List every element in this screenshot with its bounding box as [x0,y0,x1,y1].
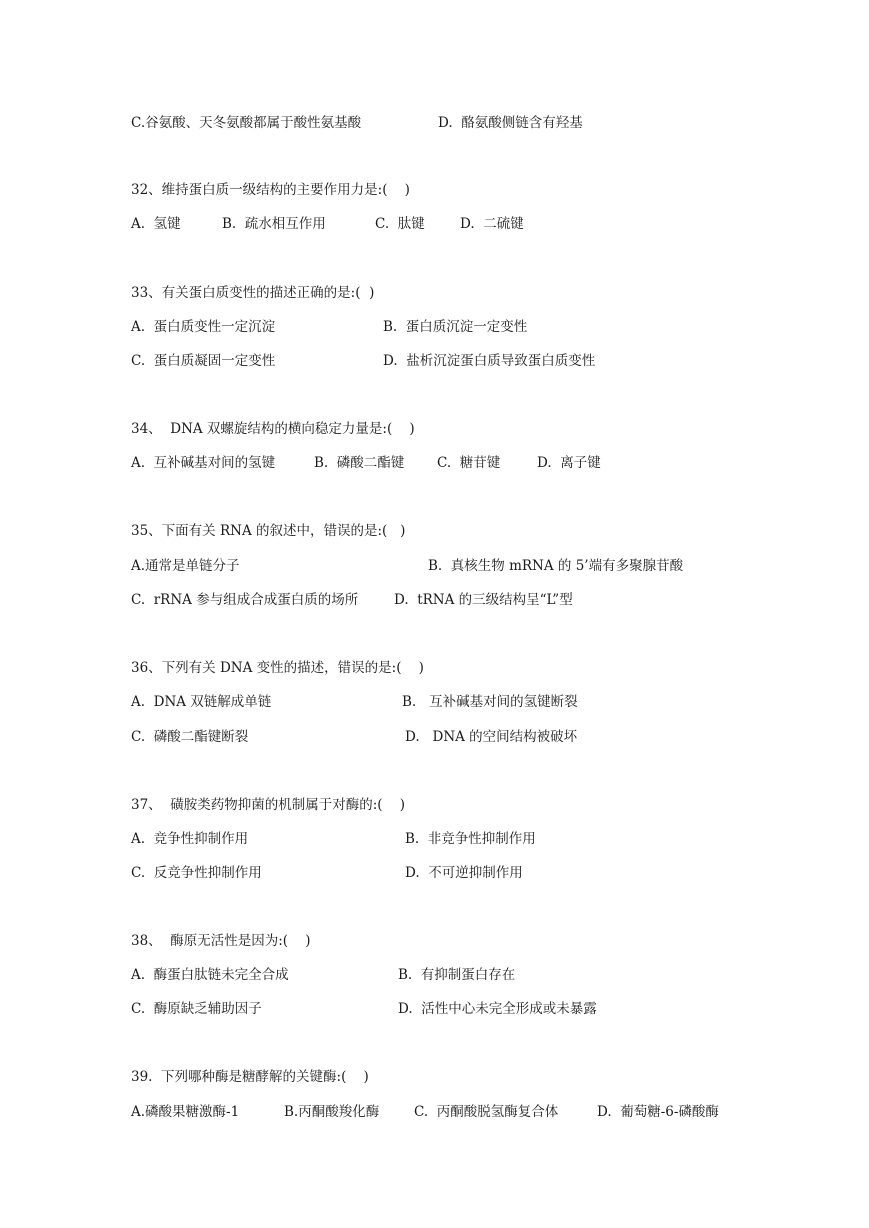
question-38-stem: 38、 酶原无活性是因为:( ) [131,933,311,949]
q32-option-b: B. 疏水相互作用 [222,216,326,232]
question-33-stem: 33、有关蛋白质变性的描述正确的是:( ) [131,285,375,301]
q36-option-d: D. DNA 的空间结构被破坏 [405,729,578,745]
q35-option-d: D. tRNA 的三级结构呈“L”型 [394,592,573,608]
q39-option-c: C. 丙酮酸脱氢酶复合体 [414,1104,559,1120]
question-36-stem: 36、下列有关 DNA 变性的描述，错误的是:( ) [131,660,424,676]
question-34-stem: 34、 DNA 双螺旋结构的横向稳定力量是:( ) [131,421,415,437]
q33-option-c: C. 蛋白质凝固一定变性 [131,353,276,369]
q37-option-c: C. 反竞争性抑制作用 [131,865,262,881]
q33-option-a: A. 蛋白质变性一定沉淀 [131,319,276,335]
question-39-stem: 39. 下列哪种酶是糖酵解的关键酶:( ) [131,1069,369,1085]
q37-option-b: B. 非竞争性抑制作用 [405,831,536,847]
q34-option-c: C. 糖苷键 [437,455,501,471]
q38-option-a: A. 酶蛋白肽链未完全合成 [131,967,289,983]
q38-option-c: C. 酶原缺乏辅助因子 [131,1001,262,1017]
q33-option-b: B. 蛋白质沉淀一定变性 [383,319,528,335]
question-35-stem: 35、下面有关 RNA 的叙述中，错误的是:( ) [131,523,406,539]
option-d-prev: D. 酪氨酸侧链含有羟基 [438,115,583,131]
q39-option-a: A.磷酸果糖激酶-1 [131,1104,240,1120]
q32-option-a: A. 氢键 [131,216,181,232]
q37-option-d: D. 不可逆抑制作用 [405,865,523,881]
q39-option-b: B.丙酮酸羧化酶 [284,1104,380,1120]
q37-option-a: A. 竞争性抑制作用 [131,831,249,847]
q35-option-b: B. 真核生物 mRNA 的 5’端有多聚腺苷酸 [428,558,684,574]
q39-option-d: D. 葡萄糖-6-磷酸酶 [597,1104,719,1120]
q36-option-a: A. DNA 双链解成单链 [131,694,272,710]
q35-option-a: A.通常是单链分子 [131,558,240,574]
q36-option-c: C. 磷酸二酯键断裂 [131,729,249,745]
q34-option-d: D. 离子键 [537,455,601,471]
q32-option-c: C. 肽键 [375,216,425,232]
q34-option-a: A. 互补碱基对间的氢键 [131,455,276,471]
q36-option-b: B. 互补碱基对间的氢键断裂 [402,694,578,710]
q34-option-b: B. 磷酸二酯键 [314,455,405,471]
q35-option-c: C. rRNA 参与组成合成蛋白质的场所 [131,592,359,608]
q38-option-d: D. 活性中心未完全形成或未暴露 [398,1001,597,1017]
q32-option-d: D. 二硫键 [460,216,524,232]
q33-option-d: D. 盐析沉淀蛋白质导致蛋白质变性 [383,353,596,369]
question-32-stem: 32、维持蛋白质一级结构的主要作用力是:( ) [131,182,410,198]
q38-option-b: B. 有抑制蛋白存在 [398,967,516,983]
question-37-stem: 37、 磺胺类药物抑菌的机制属于对酶的:( ) [131,797,406,813]
option-c-prev: C.谷氨酸、天冬氨酸都属于酸性氨基酸 [131,115,362,131]
